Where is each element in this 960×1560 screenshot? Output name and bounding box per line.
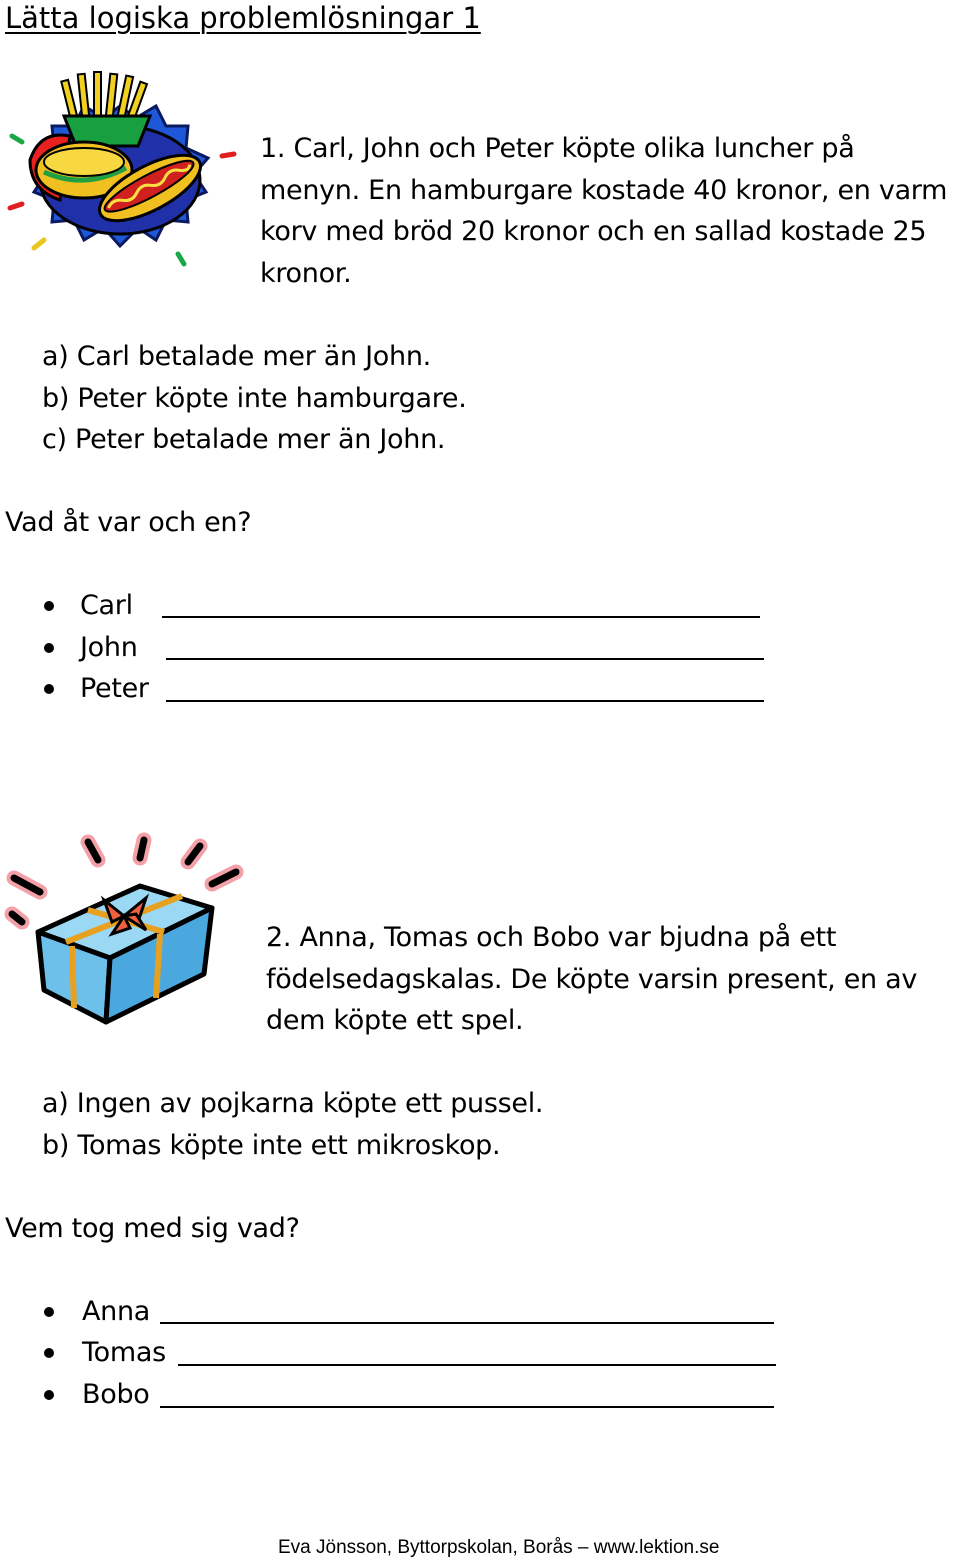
gift-box-icon bbox=[0, 830, 250, 1030]
answer-label-anna: Anna bbox=[82, 1296, 151, 1327]
problem1-clue-c: c) Peter betalade mer än John. bbox=[42, 424, 446, 455]
problem1-text bbox=[260, 128, 960, 294]
answer-line-carl[interactable] bbox=[162, 616, 760, 618]
problem2-clue-a: a) Ingen av pojkarna köpte ett pussel. bbox=[42, 1088, 544, 1119]
bullet bbox=[44, 643, 54, 653]
problem2-text bbox=[266, 917, 956, 1042]
answer-label-peter: Peter bbox=[80, 673, 149, 704]
bullet bbox=[44, 1348, 54, 1358]
answer-line-john[interactable] bbox=[166, 658, 764, 660]
problem2-line: dem köpte ett spel. bbox=[266, 1005, 524, 1036]
problem1-clue-a: a) Carl betalade mer än John. bbox=[42, 341, 431, 372]
page-footer: Eva Jönsson, Byttorpskolan, Borås – www.lektion.se bbox=[278, 1537, 720, 1558]
problem1-clue-b: b) Peter köpte inte hamburgare. bbox=[42, 383, 467, 414]
answer-label-john: John bbox=[80, 632, 138, 663]
answer-line-bobo[interactable] bbox=[160, 1406, 774, 1408]
bullet bbox=[44, 684, 54, 694]
food-plate-icon bbox=[0, 70, 240, 270]
answer-line-peter[interactable] bbox=[166, 700, 764, 702]
answer-line-anna[interactable] bbox=[160, 1322, 774, 1324]
problem2-question: Vem tog med sig vad? bbox=[5, 1213, 300, 1244]
answer-line-tomas[interactable] bbox=[178, 1364, 776, 1366]
problem1-question: Vad åt var och en? bbox=[5, 507, 252, 538]
answer-label-carl: Carl bbox=[80, 590, 133, 621]
problem2-clue-b: b) Tomas köpte inte ett mikroskop. bbox=[42, 1130, 501, 1161]
answer-label-tomas: Tomas bbox=[82, 1337, 166, 1368]
problem2-line: 2. Anna, Tomas och Bobo var bjudna på ett bbox=[266, 922, 837, 953]
problem1-line: menyn. En hamburgare kostade 40 kronor, en varm bbox=[260, 174, 948, 206]
answer-label-bobo: Bobo bbox=[82, 1379, 150, 1410]
problem1-line: kronor. bbox=[260, 257, 352, 289]
problem1-line: korv med bröd 20 kronor och en sallad kostade 25 bbox=[260, 216, 927, 247]
page-title: Lätta logiska problemlösningar 1 bbox=[5, 1, 481, 35]
bullet bbox=[44, 1390, 54, 1400]
problem2-line: födelsedagskalas. De köpte varsin present, en av bbox=[266, 963, 918, 995]
problem1-line: 1. Carl, John och Peter köpte olika luncher på bbox=[260, 133, 855, 164]
bullet bbox=[44, 1307, 54, 1317]
bullet bbox=[44, 601, 54, 611]
